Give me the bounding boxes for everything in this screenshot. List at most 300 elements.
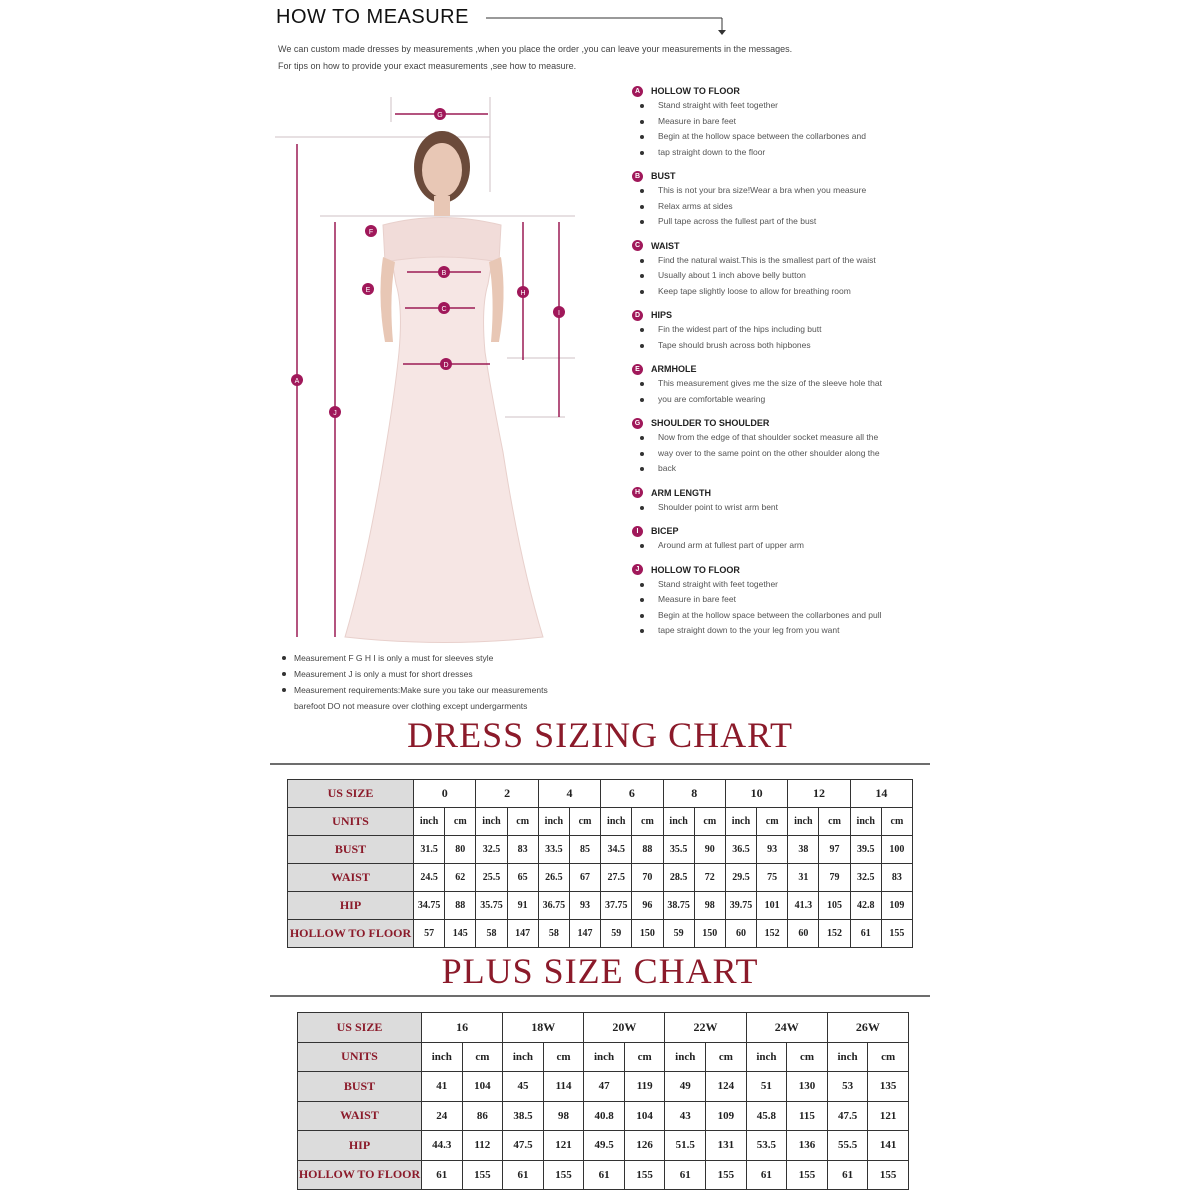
value-cell: 155 bbox=[787, 1160, 828, 1190]
value-cell: 32.5 bbox=[850, 864, 881, 892]
plus-size-table bbox=[297, 1012, 909, 1190]
value-cell: 45 bbox=[503, 1072, 544, 1102]
instruction-bullet bbox=[632, 577, 932, 593]
how-to-measure-title: HOW TO MEASURE bbox=[276, 6, 469, 28]
instruction-bullet bbox=[632, 284, 932, 300]
value-cell: 53 bbox=[827, 1072, 868, 1102]
instruction-title: BICEP bbox=[651, 526, 679, 536]
value-cell: 80 bbox=[445, 836, 476, 864]
bullet-icon bbox=[640, 598, 644, 602]
bullet-icon bbox=[640, 614, 644, 618]
table-row bbox=[298, 1131, 909, 1161]
note-text: Measurement J is only a must for short dresses bbox=[294, 669, 473, 679]
instruction-bullet-text: Tape should brush across both hipbones bbox=[658, 339, 811, 350]
instruction-heading bbox=[632, 169, 932, 183]
instruction-section bbox=[632, 416, 932, 477]
note-text: Measurement F G H I is only a must for sleeves style bbox=[294, 653, 494, 663]
instruction-bullet bbox=[632, 199, 932, 215]
note-item bbox=[282, 650, 612, 666]
value-cell: 59 bbox=[601, 920, 632, 948]
value-cell: 155 bbox=[624, 1160, 665, 1190]
bullet-icon bbox=[640, 398, 644, 402]
value-cell: 126 bbox=[624, 1131, 665, 1161]
instruction-section bbox=[632, 169, 932, 230]
instruction-bullet bbox=[632, 461, 932, 477]
size-cell: 14 bbox=[850, 780, 912, 808]
size-cell: 22W bbox=[665, 1013, 746, 1043]
instruction-bullet bbox=[632, 608, 932, 624]
value-cell: 38.75 bbox=[663, 892, 694, 920]
value-cell: 155 bbox=[868, 1160, 909, 1190]
value-cell: 155 bbox=[462, 1160, 503, 1190]
bullet-icon bbox=[640, 629, 644, 633]
value-cell: 53.5 bbox=[746, 1131, 787, 1161]
value-cell: 115 bbox=[787, 1101, 828, 1131]
value-cell: 34.75 bbox=[414, 892, 445, 920]
table-row bbox=[288, 892, 913, 920]
value-cell: 119 bbox=[624, 1072, 665, 1102]
units-row bbox=[288, 808, 913, 836]
bullet-icon bbox=[640, 583, 644, 587]
unit-cell: cm bbox=[462, 1042, 503, 1072]
unit-cell: inch bbox=[538, 808, 569, 836]
instruction-bullet-text: Keep tape slightly loose to allow for breathing room bbox=[658, 285, 851, 296]
plus-chart-title: PLUS SIZE CHART bbox=[441, 951, 759, 991]
instruction-section bbox=[632, 486, 932, 516]
value-cell: 25.5 bbox=[476, 864, 507, 892]
value-cell: 83 bbox=[881, 864, 912, 892]
value-cell: 40.8 bbox=[584, 1101, 625, 1131]
value-cell: 39.75 bbox=[725, 892, 756, 920]
bullet-icon bbox=[640, 151, 644, 155]
value-cell: 112 bbox=[462, 1131, 503, 1161]
note-item bbox=[282, 666, 612, 682]
svg-text:E: E bbox=[365, 287, 371, 294]
instruction-bullet-text: back bbox=[658, 463, 676, 473]
instruction-bullet-text: Stand straight with feet together bbox=[658, 100, 779, 110]
instruction-bullet-text: tape straight down to the your leg from you want bbox=[658, 625, 840, 635]
table-row bbox=[298, 1072, 909, 1102]
instruction-heading bbox=[632, 362, 932, 376]
svg-text:C: C bbox=[441, 306, 447, 313]
size-cell: 4 bbox=[538, 780, 600, 808]
bullet-icon bbox=[640, 382, 644, 386]
value-cell: 79 bbox=[819, 864, 850, 892]
instruction-bullet-text: Fin the widest part of the hips including butt bbox=[658, 324, 822, 334]
unit-cell: inch bbox=[665, 1042, 706, 1072]
svg-text:H: H bbox=[520, 290, 526, 297]
row-label: WAIST bbox=[298, 1101, 422, 1131]
value-cell: 51.5 bbox=[665, 1131, 706, 1161]
instruction-bullet-text: This measurement gives me the size of the sleeve hole that bbox=[658, 378, 882, 388]
value-cell: 90 bbox=[694, 836, 725, 864]
value-cell: 147 bbox=[569, 920, 600, 948]
letter-badge: G bbox=[632, 418, 643, 429]
unit-cell: inch bbox=[663, 808, 694, 836]
unit-cell: inch bbox=[422, 1042, 463, 1072]
value-cell: 93 bbox=[569, 892, 600, 920]
figure-label-g bbox=[434, 108, 446, 120]
value-cell: 35.5 bbox=[663, 836, 694, 864]
bullet-icon bbox=[640, 544, 644, 548]
value-cell: 91 bbox=[507, 892, 538, 920]
unit-cell: inch bbox=[725, 808, 756, 836]
value-cell: 36.5 bbox=[725, 836, 756, 864]
value-cell: 33.5 bbox=[538, 836, 569, 864]
value-cell: 124 bbox=[706, 1072, 747, 1102]
svg-text:G: G bbox=[437, 112, 443, 119]
value-cell: 96 bbox=[632, 892, 663, 920]
size-cell: 12 bbox=[788, 780, 850, 808]
table-row bbox=[288, 920, 913, 948]
row-label: UNITS bbox=[288, 808, 414, 836]
size-row bbox=[288, 780, 913, 808]
row-label: US SIZE bbox=[298, 1013, 422, 1043]
svg-text:A: A bbox=[294, 378, 300, 385]
instruction-heading bbox=[632, 486, 932, 500]
value-cell: 61 bbox=[827, 1160, 868, 1190]
value-cell: 136 bbox=[787, 1131, 828, 1161]
row-label: UNITS bbox=[298, 1042, 422, 1072]
table-row bbox=[288, 864, 913, 892]
value-cell: 27.5 bbox=[601, 864, 632, 892]
instruction-bullet-text: This is not your bra size!Wear a bra when you measure bbox=[658, 185, 867, 195]
size-cell: 8 bbox=[663, 780, 725, 808]
letter-badge: D bbox=[632, 310, 643, 321]
size-cell: 10 bbox=[725, 780, 787, 808]
instruction-bullet bbox=[632, 500, 932, 516]
row-label: BUST bbox=[288, 836, 414, 864]
value-cell: 24.5 bbox=[414, 864, 445, 892]
instruction-bullet-text: Stand straight with feet together bbox=[658, 578, 779, 589]
unit-cell: cm bbox=[819, 808, 850, 836]
instruction-heading bbox=[632, 563, 932, 577]
value-cell: 36.75 bbox=[538, 892, 569, 920]
value-cell: 49.5 bbox=[584, 1131, 625, 1161]
unit-cell: inch bbox=[503, 1042, 544, 1072]
instruction-title: HIPS bbox=[651, 310, 673, 320]
value-cell: 24 bbox=[422, 1101, 463, 1131]
unit-cell: inch bbox=[601, 808, 632, 836]
value-cell: 147 bbox=[507, 920, 538, 948]
instruction-bullet-text: you are comfortable wearing bbox=[658, 393, 766, 404]
size-cell: 26W bbox=[827, 1013, 908, 1043]
letter-badge: A bbox=[632, 86, 643, 97]
value-cell: 37.75 bbox=[601, 892, 632, 920]
dress-size-table bbox=[287, 779, 913, 948]
instruction-bullet-text: Relax arms at sides bbox=[658, 200, 733, 211]
figure-label-a bbox=[291, 374, 303, 386]
unit-cell: inch bbox=[746, 1042, 787, 1072]
table-row bbox=[288, 836, 913, 864]
size-cell: 2 bbox=[476, 780, 538, 808]
instruction-bullet bbox=[632, 446, 932, 462]
value-cell: 109 bbox=[881, 892, 912, 920]
instruction-title: BUST bbox=[651, 171, 676, 181]
instruction-bullet-text: Measure in bare feet bbox=[658, 594, 736, 604]
value-cell: 51 bbox=[746, 1072, 787, 1102]
value-cell: 105 bbox=[819, 892, 850, 920]
value-cell: 121 bbox=[543, 1131, 584, 1161]
instruction-bullet-text: Pull tape across the fullest part of the bust bbox=[658, 216, 817, 226]
size-cell: 24W bbox=[746, 1013, 827, 1043]
instruction-title: HOLLOW TO FLOOR bbox=[651, 86, 740, 96]
letter-badge: J bbox=[632, 564, 643, 575]
instruction-heading bbox=[632, 239, 932, 253]
value-cell: 61 bbox=[665, 1160, 706, 1190]
row-label: HIP bbox=[288, 892, 414, 920]
note-text: barefoot DO not measure over clothing except undergarments bbox=[294, 701, 528, 711]
unit-cell: cm bbox=[881, 808, 912, 836]
value-cell: 58 bbox=[538, 920, 569, 948]
instruction-bullet bbox=[632, 114, 932, 130]
value-cell: 59 bbox=[663, 920, 694, 948]
bullet-icon bbox=[640, 274, 644, 278]
instruction-section bbox=[632, 84, 932, 160]
value-cell: 155 bbox=[543, 1160, 584, 1190]
note-item bbox=[282, 698, 612, 714]
instruction-bullet bbox=[632, 322, 932, 338]
bullet-icon bbox=[640, 344, 644, 348]
instruction-heading bbox=[632, 308, 932, 322]
unit-cell: cm bbox=[706, 1042, 747, 1072]
instruction-bullet bbox=[632, 129, 932, 145]
value-cell: 131 bbox=[706, 1131, 747, 1161]
letter-badge: C bbox=[632, 240, 643, 251]
bullet-icon bbox=[640, 452, 644, 456]
value-cell: 88 bbox=[445, 892, 476, 920]
value-cell: 31.5 bbox=[414, 836, 445, 864]
note-item bbox=[282, 682, 612, 698]
size-cell: 6 bbox=[601, 780, 663, 808]
instruction-bullet bbox=[632, 338, 932, 354]
value-cell: 65 bbox=[507, 864, 538, 892]
value-cell: 155 bbox=[881, 920, 912, 948]
bullet-icon bbox=[640, 120, 644, 124]
bullet-icon bbox=[640, 189, 644, 193]
instruction-bullet bbox=[632, 253, 932, 269]
figure-label-j bbox=[329, 406, 341, 418]
dress-illustration bbox=[345, 131, 543, 643]
value-cell: 34.5 bbox=[601, 836, 632, 864]
row-label: BUST bbox=[298, 1072, 422, 1102]
figure-label-b bbox=[438, 266, 450, 278]
unit-cell: inch bbox=[476, 808, 507, 836]
unit-cell: cm bbox=[757, 808, 788, 836]
value-cell: 32.5 bbox=[476, 836, 507, 864]
bullet-icon bbox=[640, 135, 644, 139]
dress-chart-rule bbox=[270, 763, 930, 765]
row-label: US SIZE bbox=[288, 780, 414, 808]
value-cell: 141 bbox=[868, 1131, 909, 1161]
instruction-section bbox=[632, 239, 932, 300]
instruction-bullet-text: Begin at the hollow space between the collarbones and bbox=[658, 131, 866, 141]
instruction-bullet bbox=[632, 98, 932, 114]
value-cell: 155 bbox=[706, 1160, 747, 1190]
bullet-icon bbox=[640, 290, 644, 294]
instruction-heading bbox=[632, 524, 932, 538]
unit-cell: cm bbox=[624, 1042, 665, 1072]
figure-label-d bbox=[440, 358, 452, 370]
row-label: HIP bbox=[298, 1131, 422, 1161]
instruction-title: SHOULDER TO SHOULDER bbox=[651, 418, 770, 428]
instruction-bullet bbox=[632, 430, 932, 446]
unit-cell: inch bbox=[850, 808, 881, 836]
instruction-section bbox=[632, 362, 932, 407]
note-text: Measurement requirements:Make sure you take our measurements bbox=[294, 685, 548, 695]
value-cell: 58 bbox=[476, 920, 507, 948]
value-cell: 28.5 bbox=[663, 864, 694, 892]
figure-label-c bbox=[438, 302, 450, 314]
letter-badge: E bbox=[632, 364, 643, 375]
unit-cell: inch bbox=[414, 808, 445, 836]
value-cell: 60 bbox=[788, 920, 819, 948]
value-cell: 41.3 bbox=[788, 892, 819, 920]
letter-badge: I bbox=[632, 526, 643, 537]
instruction-bullet bbox=[632, 538, 932, 554]
instruction-title: WAIST bbox=[651, 240, 680, 251]
instruction-bullet-text: Now from the edge of that shoulder socket measure all the bbox=[658, 432, 879, 442]
bullet-icon bbox=[282, 656, 286, 660]
value-cell: 130 bbox=[787, 1072, 828, 1102]
value-cell: 57 bbox=[414, 920, 445, 948]
row-label: HOLLOW TO FLOOR bbox=[298, 1160, 422, 1190]
unit-cell: cm bbox=[445, 808, 476, 836]
bullet-icon bbox=[640, 436, 644, 440]
unit-cell: inch bbox=[827, 1042, 868, 1072]
size-cell: 20W bbox=[584, 1013, 665, 1043]
value-cell: 61 bbox=[503, 1160, 544, 1190]
value-cell: 83 bbox=[507, 836, 538, 864]
instruction-bullet bbox=[632, 268, 932, 284]
unit-cell: inch bbox=[584, 1042, 625, 1072]
value-cell: 38 bbox=[788, 836, 819, 864]
value-cell: 104 bbox=[624, 1101, 665, 1131]
instruction-bullet-text: Begin at the hollow space between the collarbones and pull bbox=[658, 609, 882, 620]
instruction-bullet-text: Shoulder point to wrist arm bent bbox=[658, 501, 779, 512]
instruction-bullet bbox=[632, 214, 932, 230]
svg-text:F: F bbox=[368, 229, 374, 236]
value-cell: 152 bbox=[819, 920, 850, 948]
value-cell: 47 bbox=[584, 1072, 625, 1102]
bullet-icon bbox=[640, 205, 644, 209]
value-cell: 41 bbox=[422, 1072, 463, 1102]
instruction-section bbox=[632, 524, 932, 554]
value-cell: 93 bbox=[757, 836, 788, 864]
instruction-heading bbox=[632, 416, 932, 430]
instruction-bullet bbox=[632, 392, 932, 408]
instruction-bullet-text: way over to the same point on the other shoulder along the bbox=[658, 447, 880, 458]
measurement-figure bbox=[275, 92, 595, 652]
value-cell: 109 bbox=[706, 1101, 747, 1131]
value-cell: 70 bbox=[632, 864, 663, 892]
instruction-heading bbox=[632, 84, 932, 98]
value-cell: 47.5 bbox=[503, 1131, 544, 1161]
instruction-bullet bbox=[632, 592, 932, 608]
figure-label-f bbox=[365, 225, 377, 237]
svg-text:D: D bbox=[443, 362, 449, 369]
value-cell: 26.5 bbox=[538, 864, 569, 892]
intro-line-2: For tips on how to provide your exact measurements ,see how to measure. bbox=[278, 61, 577, 71]
bullet-icon bbox=[282, 688, 286, 692]
value-cell: 85 bbox=[569, 836, 600, 864]
figure-label-i bbox=[553, 306, 565, 318]
instruction-bullet-text: Find the natural waist.This is the smallest part of the waist bbox=[658, 254, 876, 265]
instruction-bullet bbox=[632, 145, 932, 161]
svg-text:I: I bbox=[558, 310, 560, 317]
value-cell: 67 bbox=[569, 864, 600, 892]
figure-label-h bbox=[517, 286, 529, 298]
instruction-bullet-text: Usually about 1 inch above belly button bbox=[658, 270, 806, 280]
value-cell: 121 bbox=[868, 1101, 909, 1131]
unit-cell: cm bbox=[569, 808, 600, 836]
bullet-icon bbox=[282, 672, 286, 676]
value-cell: 60 bbox=[725, 920, 756, 948]
value-cell: 42.8 bbox=[850, 892, 881, 920]
measurement-instructions bbox=[632, 84, 932, 648]
units-row bbox=[298, 1042, 909, 1072]
instruction-section bbox=[632, 563, 932, 639]
value-cell: 135 bbox=[868, 1072, 909, 1102]
value-cell: 97 bbox=[819, 836, 850, 864]
instruction-title: HOLLOW TO FLOOR bbox=[651, 564, 740, 575]
size-cell: 18W bbox=[503, 1013, 584, 1043]
svg-text:J: J bbox=[333, 410, 337, 417]
bullet-icon bbox=[640, 259, 644, 263]
instruction-title: ARM LENGTH bbox=[651, 487, 711, 498]
value-cell: 145 bbox=[445, 920, 476, 948]
value-cell: 38.5 bbox=[503, 1101, 544, 1131]
value-cell: 86 bbox=[462, 1101, 503, 1131]
plus-chart-rule bbox=[270, 995, 930, 997]
value-cell: 101 bbox=[757, 892, 788, 920]
unit-cell: cm bbox=[868, 1042, 909, 1072]
row-label: WAIST bbox=[288, 864, 414, 892]
row-label: HOLLOW TO FLOOR bbox=[288, 920, 414, 948]
value-cell: 62 bbox=[445, 864, 476, 892]
unit-cell: cm bbox=[632, 808, 663, 836]
value-cell: 72 bbox=[694, 864, 725, 892]
value-cell: 61 bbox=[584, 1160, 625, 1190]
value-cell: 55.5 bbox=[827, 1131, 868, 1161]
size-row bbox=[298, 1013, 909, 1043]
measurement-notes bbox=[282, 650, 612, 714]
unit-cell: inch bbox=[788, 808, 819, 836]
instruction-bullet bbox=[632, 623, 932, 639]
value-cell: 100 bbox=[881, 836, 912, 864]
title-arrow-icon bbox=[486, 16, 726, 36]
instruction-title: ARMHOLE bbox=[651, 364, 697, 374]
letter-badge: B bbox=[632, 171, 643, 182]
instruction-section bbox=[632, 308, 932, 353]
value-cell: 44.3 bbox=[422, 1131, 463, 1161]
value-cell: 61 bbox=[422, 1160, 463, 1190]
bullet-icon bbox=[640, 506, 644, 510]
unit-cell: cm bbox=[694, 808, 725, 836]
value-cell: 88 bbox=[632, 836, 663, 864]
unit-cell: cm bbox=[507, 808, 538, 836]
value-cell: 43 bbox=[665, 1101, 706, 1131]
table-row bbox=[298, 1160, 909, 1190]
instruction-bullet-text: Around arm at fullest part of upper arm bbox=[658, 540, 804, 550]
value-cell: 152 bbox=[757, 920, 788, 948]
value-cell: 45.8 bbox=[746, 1101, 787, 1131]
value-cell: 61 bbox=[850, 920, 881, 948]
value-cell: 35.75 bbox=[476, 892, 507, 920]
value-cell: 49 bbox=[665, 1072, 706, 1102]
bullet-icon bbox=[640, 104, 644, 108]
figure-label-e bbox=[362, 283, 374, 295]
